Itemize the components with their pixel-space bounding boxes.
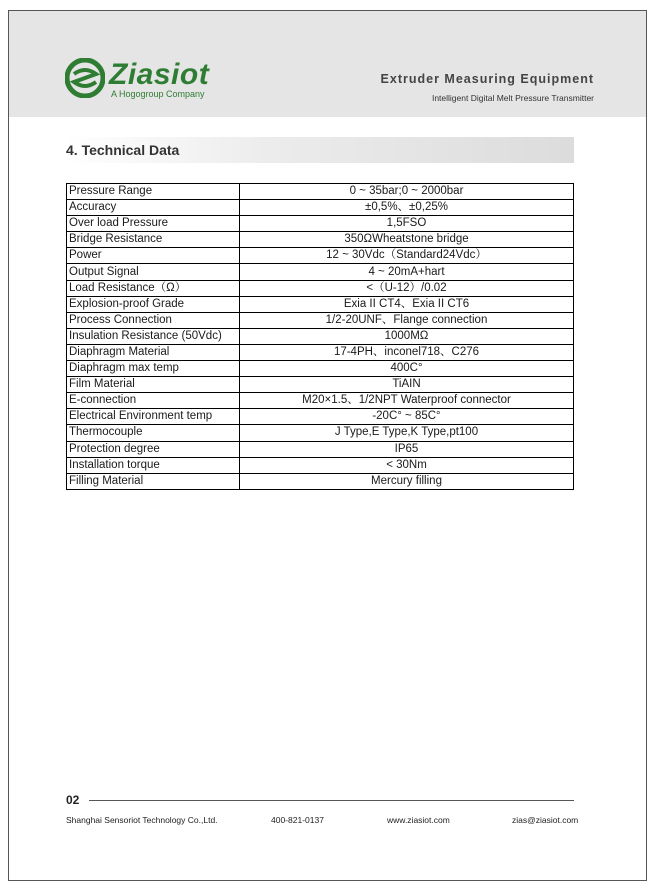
spec-label: Process Connection xyxy=(67,312,240,328)
table-row xyxy=(67,393,574,409)
spec-value: 350ΩWheatstone bridge xyxy=(240,232,574,248)
spec-value: 4 ~ 20mA+hart xyxy=(240,264,574,280)
spec-value: 0 ~ 35bar;0 ~ 2000bar xyxy=(240,184,574,200)
ziasiot-logo-icon xyxy=(65,58,105,98)
footer-phone: 400-821-0137 xyxy=(271,815,324,825)
spec-label: Insulation Resistance (50Vdc) xyxy=(67,328,240,344)
table-row xyxy=(67,377,574,393)
spec-label: Diaphragm Material xyxy=(67,344,240,360)
table-row xyxy=(67,425,574,441)
section-title: 4. Technical Data xyxy=(66,142,180,158)
table-row xyxy=(67,344,574,360)
spec-value: 17-4PH、inconel718、C276 xyxy=(240,344,574,360)
page-header xyxy=(9,10,646,117)
footer-email: zias@ziasiot.com xyxy=(512,815,579,825)
spec-value: < 30Nm xyxy=(240,457,574,473)
spec-label: Power xyxy=(67,248,240,264)
table-row xyxy=(67,216,574,232)
brand-logo xyxy=(65,58,265,106)
spec-label: Protection degree xyxy=(67,441,240,457)
spec-label: Load Resistance（Ω） xyxy=(67,280,240,296)
table-row xyxy=(67,200,574,216)
table-row xyxy=(67,280,574,296)
spec-value: -20C° ~ 85C° xyxy=(240,409,574,425)
spec-label: Filling Material xyxy=(67,473,240,489)
footer-company: Shanghai Sensoriot Technology Co.,Ltd. xyxy=(66,815,218,825)
spec-value: Mercury filling xyxy=(240,473,574,489)
table-row xyxy=(67,312,574,328)
spec-label: E-connection xyxy=(67,393,240,409)
table-row xyxy=(67,184,574,200)
spec-label: Electrical Environment temp xyxy=(67,409,240,425)
table-row xyxy=(67,264,574,280)
spec-value: ±0,5%、±0,25% xyxy=(240,200,574,216)
brand-tagline: A Hogogroup Company xyxy=(111,89,205,99)
spec-label: Film Material xyxy=(67,377,240,393)
footer-divider xyxy=(89,800,574,801)
header-titles xyxy=(381,71,594,103)
table-row xyxy=(67,296,574,312)
spec-value: 12 ~ 30Vdc（Standard24Vdc） xyxy=(240,248,574,264)
spec-label: Explosion-proof Grade xyxy=(67,296,240,312)
spec-value: 400C° xyxy=(240,361,574,377)
spec-label: Bridge Resistance xyxy=(67,232,240,248)
spec-value: <（U-12）/0.02 xyxy=(240,280,574,296)
technical-data-table xyxy=(66,183,574,490)
table-row xyxy=(67,248,574,264)
table-row xyxy=(67,328,574,344)
table-row xyxy=(67,409,574,425)
footer-website: www.ziasiot.com xyxy=(387,815,450,825)
spec-label: Installation torque xyxy=(67,457,240,473)
header-title: Extruder Measuring Equipment xyxy=(380,72,594,86)
spec-label: Pressure Range xyxy=(67,184,240,200)
spec-value: 1000MΩ xyxy=(240,328,574,344)
brand-name: Ziasiot xyxy=(109,58,210,91)
page-bottom-border xyxy=(9,880,646,881)
spec-label: Thermocouple xyxy=(67,425,240,441)
spec-value: 1/2-20UNF、Flange connection xyxy=(240,312,574,328)
spec-label: Output Signal xyxy=(67,264,240,280)
spec-label: Over load Pressure xyxy=(67,216,240,232)
table-row xyxy=(67,473,574,489)
page-number: 02 xyxy=(66,793,80,807)
table-row xyxy=(67,232,574,248)
spec-value: TiAIN xyxy=(240,377,574,393)
spec-value: Exia II CT4、Exia II CT6 xyxy=(240,296,574,312)
section-heading-bar xyxy=(64,137,574,163)
table-row xyxy=(67,361,574,377)
spec-label: Accuracy xyxy=(67,200,240,216)
spec-value: M20×1.5、1/2NPT Waterproof connector xyxy=(240,393,574,409)
header-subtitle: Intelligent Digital Melt Pressure Transmitter xyxy=(431,93,594,103)
table-row xyxy=(67,441,574,457)
spec-value: 1,5FSO xyxy=(240,216,574,232)
spec-value: J Type,E Type,K Type,pt100 xyxy=(240,425,574,441)
spec-value: IP65 xyxy=(240,441,574,457)
spec-label: Diaphragm max temp xyxy=(67,361,240,377)
table-row xyxy=(67,457,574,473)
